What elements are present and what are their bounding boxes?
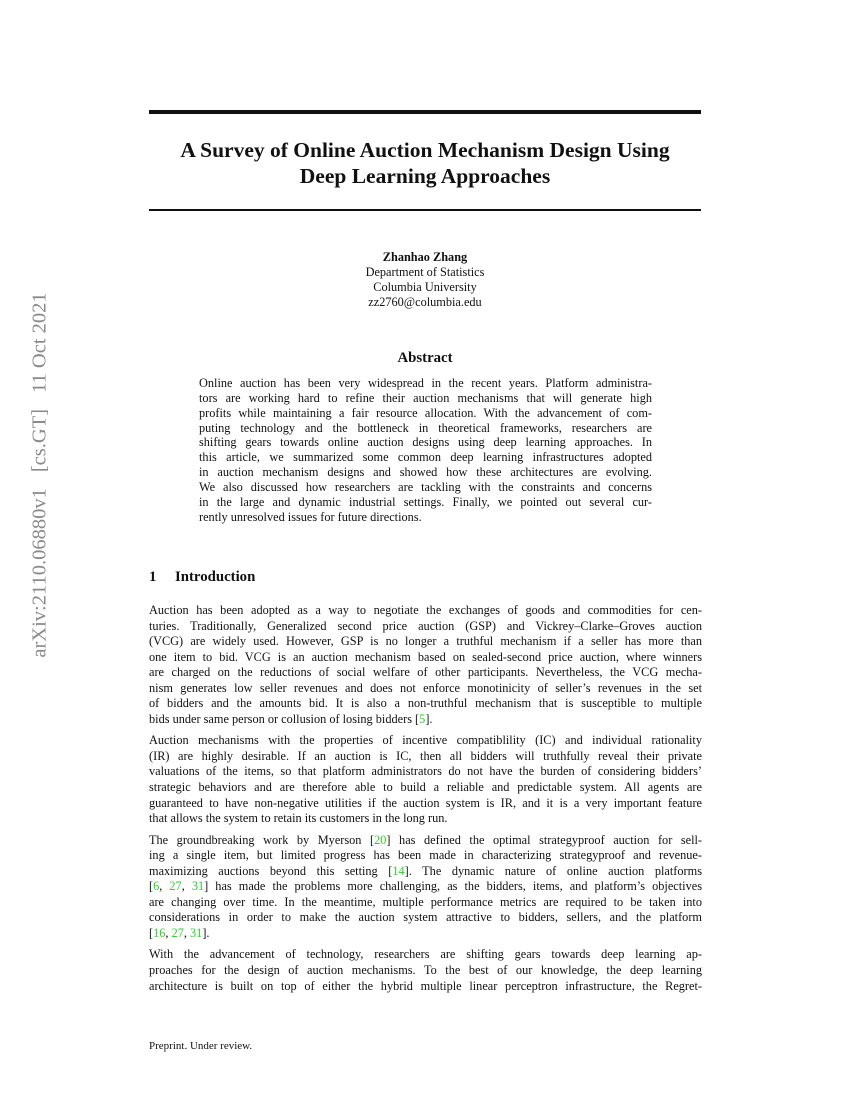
text-line bbox=[149, 864, 702, 880]
text-segment: (IR) are highly desirable. If an auction is IC, then all bidders will truthfully reveal their private bbox=[149, 748, 702, 763]
text-segment: ing a single item, but limited progress has been made in characterizing strategyproof and revenue- bbox=[149, 848, 702, 863]
text-line bbox=[149, 780, 702, 796]
title-line-2: Deep Learning Approaches bbox=[299, 164, 551, 188]
text-line bbox=[149, 665, 702, 681]
text-line bbox=[149, 947, 702, 963]
text-segment: , bbox=[183, 925, 191, 940]
text-line bbox=[149, 733, 702, 749]
title-bottom-rule bbox=[149, 209, 701, 211]
text-line bbox=[149, 833, 702, 849]
abstract-line: in the large and dynamic industrial settings. Finally, we pointed out several cur- bbox=[199, 494, 652, 509]
citation-link[interactable]: 27 bbox=[169, 879, 182, 894]
abstract-line: Online auction has been very widespread in the recent years. Platform administra- bbox=[199, 376, 652, 390]
abstract-text bbox=[199, 376, 652, 524]
text-segment: are charged on the reductions of social welfare of other participants. Nevertheless, the VCG mecha- bbox=[149, 665, 702, 680]
text-line bbox=[149, 879, 702, 895]
abstract-line: in auction mechanism designs and showed how these architectures are evolving. bbox=[199, 465, 652, 480]
text-segment: With the advancement of technology, researchers are shifting gears towards deep learning ap- bbox=[149, 947, 702, 962]
abstract-line: shifting gears towards online auction designs using deep learning approaches. In bbox=[199, 435, 652, 450]
arxiv-category: [cs.GT] bbox=[28, 408, 51, 473]
arxiv-id: arXiv:2110.06880v1 bbox=[28, 488, 51, 658]
arxiv-stamp bbox=[29, 284, 52, 665]
paper-title bbox=[149, 137, 701, 189]
text-segment: proaches for the design of auction mechanisms. To the best of our knowledge, the deep learning bbox=[149, 963, 702, 978]
text-line bbox=[149, 910, 702, 926]
citation-link[interactable]: 31 bbox=[190, 925, 203, 940]
text-line bbox=[149, 796, 702, 812]
section-heading bbox=[149, 569, 255, 586]
text-segment: , bbox=[181, 879, 192, 894]
citation-link[interactable]: 27 bbox=[171, 925, 184, 940]
author-name: Zhanhao Zhang bbox=[382, 250, 468, 264]
text-segment: Auction has been adopted as a way to negotiate the exchanges of goods and commodities for cen- bbox=[149, 603, 702, 617]
text-segment: strategic behaviors and are therefore able to build a reliable and predictable system. All agents are bbox=[149, 780, 702, 795]
text-line bbox=[149, 811, 702, 827]
paragraph bbox=[149, 603, 702, 727]
author-email: zz2760@columbia.edu bbox=[368, 295, 482, 309]
text-line bbox=[149, 764, 702, 780]
text-line bbox=[149, 650, 702, 666]
abstract-line: tors are working hard to refine their auction mechanisms that will generate high bbox=[199, 390, 652, 405]
text-segment: , bbox=[159, 879, 170, 894]
paragraph bbox=[149, 833, 702, 942]
text-segment: of bidders and the amounts bid. It is also a non-truthful mechanism that is susceptible to multiple bbox=[149, 696, 702, 711]
text-line bbox=[149, 696, 702, 712]
text-segment: considerations in order to make the auction system attractive to bidders, sellers, and the platform bbox=[149, 910, 702, 925]
text-segment: maximizing auctions beyond this setting [ bbox=[149, 863, 393, 878]
section-number: 1 bbox=[149, 569, 157, 585]
abstract-line: rently unresolved issues for future directions. bbox=[199, 509, 422, 524]
text-line bbox=[149, 749, 702, 765]
arxiv-date: 11 Oct 2021 bbox=[28, 292, 51, 393]
text-segment: architecture is built on top of either the hybrid multiple linear perceptron infrastructure, the Regret- bbox=[149, 978, 702, 993]
text-segment: nism generates low seller revenues and does not enforce monotinicity of seller’s revenues in the set bbox=[149, 680, 702, 695]
paragraph bbox=[149, 733, 702, 826]
text-segment: ]. bbox=[425, 711, 433, 726]
abstract-line: puting technology and the bottleneck in theoretical frameworks, researchers are bbox=[199, 420, 652, 435]
text-segment: (VCG) are widely used. However, GSP is no longer a truthful mechanism if a seller has more than bbox=[149, 634, 702, 649]
text-line bbox=[149, 895, 702, 911]
text-line bbox=[149, 848, 702, 864]
text-line bbox=[149, 712, 702, 728]
section-title: Introduction bbox=[175, 569, 256, 585]
text-segment: turies. Traditionally, Generalized second price auction (GSP) and Vickrey–Clarke–Groves auction bbox=[149, 618, 702, 633]
text-segment: that allows the system to retain its customers in the long run. bbox=[149, 811, 448, 826]
text-segment: one item to bid. VCG is an auction mechanism based on sealed-second price auction, where winners bbox=[149, 649, 702, 664]
text-segment: The groundbreaking work by Myerson [ bbox=[149, 832, 375, 847]
text-line bbox=[149, 634, 702, 650]
text-line bbox=[149, 681, 702, 697]
footer-note: Preprint. Under review. bbox=[149, 1040, 253, 1052]
paragraph bbox=[149, 947, 702, 994]
text-segment: ] has defined the optimal strategyproof auction for sell- bbox=[386, 832, 703, 847]
text-segment: Auction mechanisms with the properties of incentive compatiblility (IC) and individual rationality bbox=[149, 733, 702, 748]
text-line bbox=[149, 619, 702, 635]
abstract-line: this article, we summarized some common deep learning infrastructures adopted bbox=[199, 450, 652, 465]
text-segment: ] has made the problems more challenging, as the bidders, items, and platform’s objectives bbox=[204, 879, 702, 894]
text-segment: ]. bbox=[202, 925, 210, 940]
citation-link[interactable]: 31 bbox=[191, 879, 205, 894]
citation-link[interactable]: 6 bbox=[153, 879, 160, 894]
citation-link[interactable]: 16 bbox=[153, 925, 166, 940]
text-segment: ]. The dynamic nature of online auction platforms bbox=[404, 863, 702, 878]
text-segment: , bbox=[165, 925, 172, 940]
citation-link[interactable]: 20 bbox=[374, 832, 387, 847]
author-block bbox=[149, 250, 701, 310]
text-line bbox=[149, 963, 702, 979]
text-line bbox=[149, 979, 702, 995]
author-university: Columbia University bbox=[373, 280, 477, 294]
title-top-rule bbox=[149, 110, 701, 114]
text-segment: [ bbox=[149, 925, 154, 940]
abstract-line: profits while maintaining a fair resource allocation. With the advancement of com- bbox=[199, 405, 652, 420]
text-segment: guaranteed to have non-negative utilities if the auction system is IR, and it is a very important feature bbox=[149, 795, 702, 810]
author-department: Department of Statistics bbox=[365, 265, 485, 279]
citation-link[interactable]: 5 bbox=[419, 711, 426, 726]
text-line bbox=[149, 926, 702, 942]
text-line bbox=[149, 603, 702, 619]
text-segment: [ bbox=[149, 879, 154, 894]
text-segment: bids under same person or collusion of losing bidders [ bbox=[149, 711, 420, 726]
citation-link[interactable]: 14 bbox=[392, 863, 405, 878]
body-text bbox=[149, 603, 702, 1000]
text-segment: valuations of the items, so that platform administrators do not have the burden of considering bidders’ bbox=[149, 764, 702, 779]
abstract-heading: Abstract bbox=[397, 350, 453, 366]
text-segment: are changing over time. In the meantime, multiple performance metrics are required to be taken into bbox=[149, 894, 702, 909]
title-line-1: A Survey of Online Auction Mechanism Design Using bbox=[180, 138, 670, 162]
abstract-line: We also discussed how researchers are tackling with the constraints and concerns bbox=[199, 479, 652, 494]
